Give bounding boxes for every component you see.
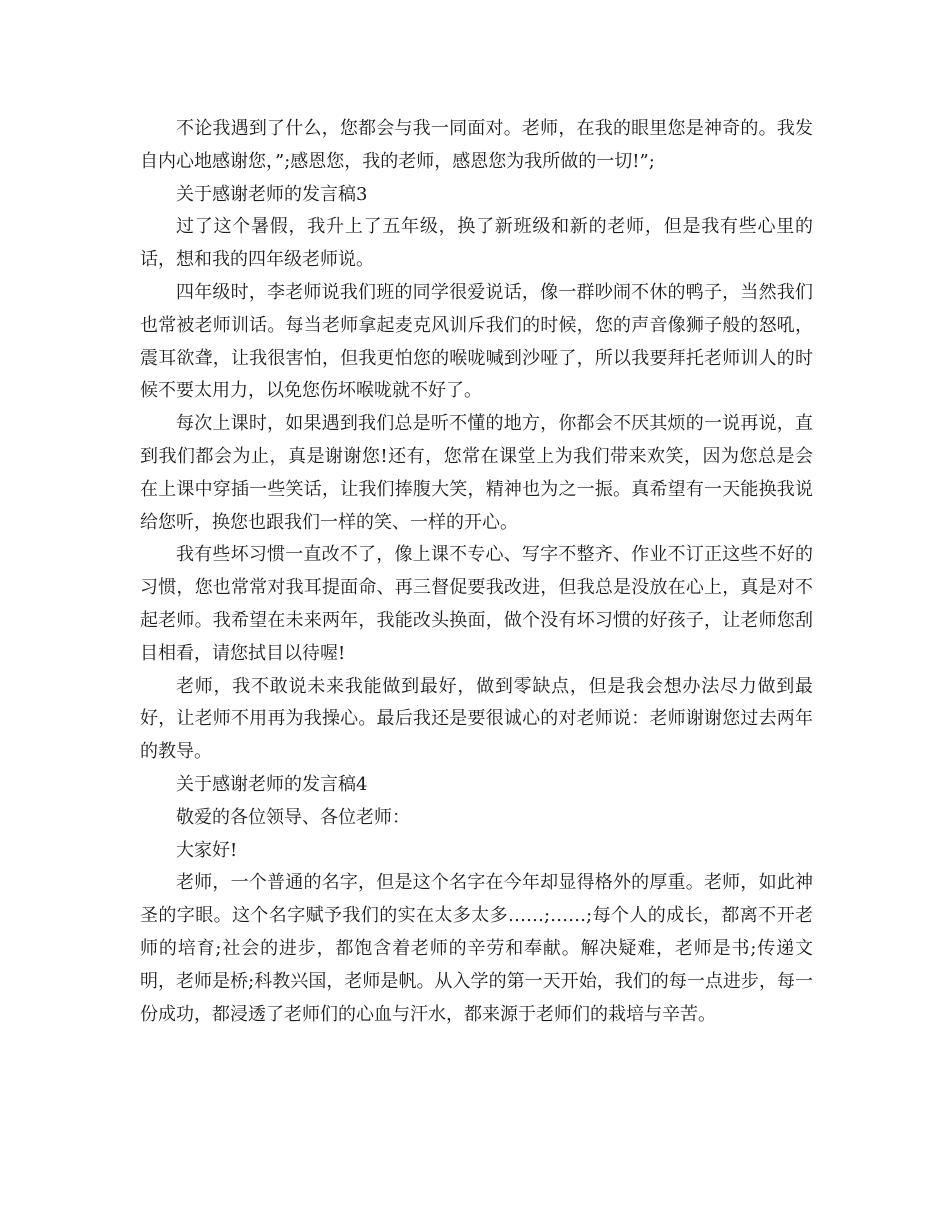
- paragraph: 老师，我不敢说未来我能做到最好，做到零缺点，但是我会想办法尽力做到最好，让老师不用再为我操心。最后我还是要很诚心的对老师说：老师谢谢您过去两年的教导。: [140, 675, 813, 763]
- paragraph: 每次上课时，如果遇到我们总是听不懂的地方，你都会不厌其烦的一说再说，直到我们都会为止，真是谢谢您!还有，您常在课堂上为我们带来欢笑，因为您总是会在上课中穿插一些笑话，让我们捧腹大笑，精神也为之一振。真希望有一天能换我说给您听，换您也跟我们一样的笑、一样的开心。: [140, 413, 813, 533]
- section-heading: 关于感谢老师的发言稿4: [176, 773, 368, 795]
- section-heading: 关于感谢老师的发言稿3: [176, 183, 368, 205]
- paragraph: 过了这个暑假，我升上了五年级，换了新班级和新的老师，但是我有些心里的话，想和我的四年级老师说。: [140, 216, 813, 271]
- paragraph: 不论我遇到了什么，您都会与我一同面对。老师，在我的眼里您是神奇的。我发自内心地感谢您，”;感恩您，我的老师，感恩您为我所做的一切!”;: [140, 118, 813, 172]
- greeting: 大家好!: [176, 839, 238, 861]
- salutation: 敬爱的各位领导、各位老师：: [176, 806, 410, 828]
- document-body: [140, 113, 813, 1031]
- paragraph: 老师，一个普通的名字，但是这个名字在今年却显得格外的厚重。老师，如此神圣的字眼。这个名字赋予我们的实在太多太多……;……;每个人的成长，都离不开老师的培育;社会的进步，都饱含着老师的辛劳和奉献。解决疑难，老师是书;传递文明，老师是桥;科教兴国，老师是帆。从入学的第一天开始，我们的每一点进步，每一份成功，都浸透了老师们的心血与汗水，都来源于老师们的栽培与辛苦。: [140, 872, 813, 1025]
- paragraph: 我有些坏习惯一直改不了，像上课不专心、写字不整齐、作业不订正这些不好的习惯，您也常常对我耳提面命、再三督促要我改进，但我总是没放在心上，真是对不起老师。我希望在未来两年，我能改头换面，做个没有坏习惯的好孩子，让老师您刮目相看，请您拭目以待喔!: [140, 544, 813, 664]
- paragraph: 四年级时，李老师说我们班的同学很爱说话，像一群吵闹不休的鸭子，当然我们也常被老师训话。每当老师拿起麦克风训斥我们的时候，您的声音像狮子般的怒吼，震耳欲聋，让我很害怕，但我更怕您的喉咙喊到沙哑了，所以我要拜托老师训人的时候不要太用力，以免您伤坏喉咙就不好了。: [140, 281, 813, 402]
